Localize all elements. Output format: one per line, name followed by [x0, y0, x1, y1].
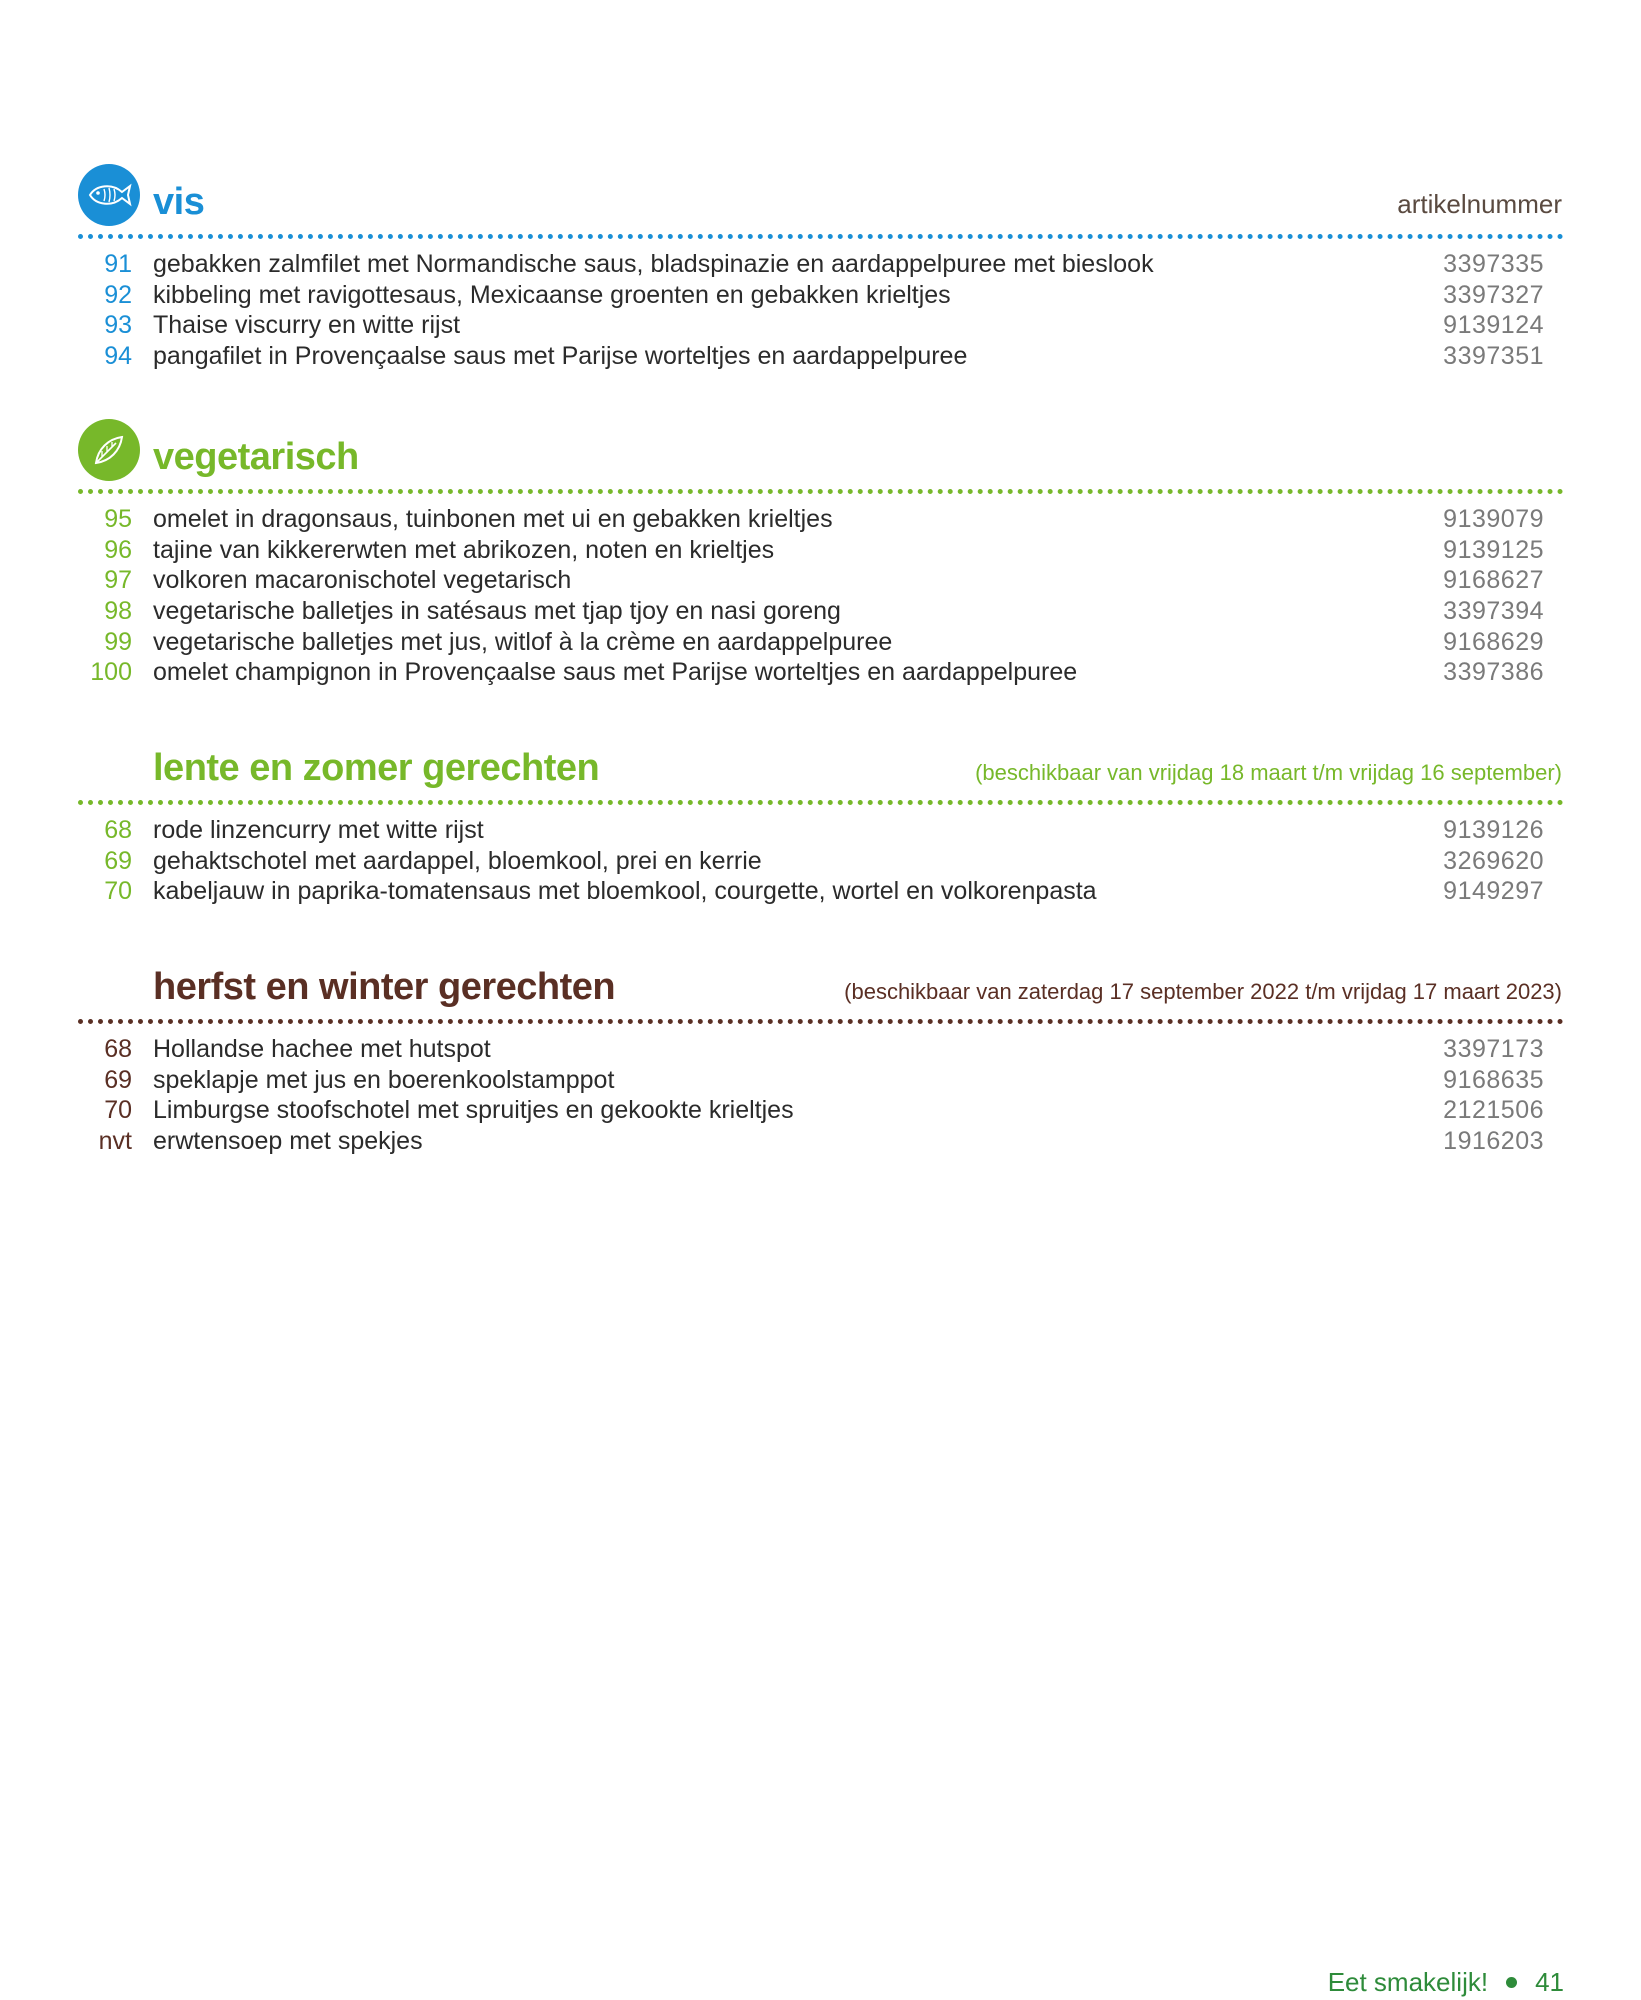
dish-name: gehaktschotel met aardappel, bloemkool, prei en kerrie [153, 846, 762, 875]
dish-list [78, 249, 1564, 372]
list-item [78, 876, 1564, 907]
dish-name: kibbeling met ravigottesaus, Mexicaanse groenten en gebakken krieltjes [153, 280, 951, 309]
section-title: lente en zomer gerechten [153, 747, 600, 789]
dish-name: gebakken zalmfilet met Normandische saus, bladspinazie en aardappelpuree met bieslook [153, 250, 1154, 278]
article-number: 9149297 [1443, 877, 1544, 906]
dish-number: 91 [104, 250, 132, 278]
article-number: 2121506 [1443, 1096, 1544, 1125]
section-header [78, 164, 1564, 232]
dish-name: vegetarische balletjes in satésaus met tjap tjoy en nasi goreng [153, 597, 841, 626]
dish-number: 70 [104, 1096, 132, 1125]
list-item [78, 249, 1564, 280]
dish-number: 98 [104, 597, 132, 626]
list-item [78, 565, 1564, 596]
list-item [78, 596, 1564, 627]
dish-name: volkoren macaronischotel vegetarisch [153, 566, 572, 595]
list-item [78, 310, 1564, 341]
article-number: 3397173 [1443, 1035, 1544, 1063]
article-number: 3397335 [1443, 250, 1544, 278]
dish-name: Limburgse stoofschotel met spruitjes en gekookte krieltjes [153, 1096, 794, 1125]
list-item [78, 815, 1564, 846]
dish-number: nvt [98, 1127, 132, 1156]
article-number: 9168627 [1443, 566, 1544, 595]
article-number: 9139126 [1443, 816, 1544, 844]
dish-number: 99 [104, 627, 132, 656]
list-item [78, 627, 1564, 658]
article-number: 9168629 [1443, 627, 1544, 656]
list-item [78, 846, 1564, 877]
dish-name: omelet champignon in Provençaalse saus met Parijse worteltjes en aardappelpuree [153, 658, 1078, 687]
dish-list [78, 504, 1564, 688]
list-item [78, 280, 1564, 311]
list-item [78, 1126, 1564, 1157]
dish-list [78, 1034, 1564, 1157]
section-title: vis [153, 181, 205, 223]
section-vis [78, 164, 1564, 372]
dish-number: 69 [104, 846, 132, 875]
dish-number: 95 [104, 505, 132, 533]
article-number: 3397327 [1443, 280, 1544, 309]
article-number: 9139124 [1443, 311, 1544, 340]
dish-name: tajine van kikkererwten met abrikozen, noten en krieltjes [153, 535, 775, 564]
section-title: vegetarisch [153, 436, 359, 478]
dish-number: 68 [104, 816, 132, 844]
article-number: 3397386 [1443, 658, 1544, 687]
dish-number: 97 [104, 566, 132, 595]
page-number: 41 [1535, 1967, 1564, 1997]
dish-number: 100 [90, 658, 132, 687]
section-header [78, 419, 1564, 487]
leaf-icon [78, 419, 140, 481]
dish-name: omelet in dragonsaus, tuinbonen met ui en gebakken krieltjes [153, 505, 833, 533]
section-lente-zomer [78, 730, 1564, 907]
section-vegetarisch [78, 419, 1564, 688]
dotted-divider [78, 234, 1564, 239]
list-item [78, 657, 1564, 688]
section-header [78, 730, 1564, 798]
article-number: 1916203 [1443, 1127, 1544, 1156]
dish-number: 93 [104, 311, 132, 340]
dish-name: Hollandse hachee met hutspot [153, 1035, 491, 1063]
availability-note: (beschikbaar van zaterdag 17 september 2022 t/m vrijdag 17 maart 2023) [844, 979, 1562, 1004]
dish-number: 96 [104, 535, 132, 564]
article-number: 9168635 [1443, 1065, 1544, 1094]
dish-number: 69 [104, 1065, 132, 1094]
list-item [78, 504, 1564, 535]
section-header [78, 949, 1564, 1017]
dotted-divider [78, 800, 1564, 805]
column-label-artikelnummer: artikelnummer [1397, 189, 1562, 219]
dish-number: 68 [104, 1035, 132, 1063]
list-item [78, 1095, 1564, 1126]
article-number: 9139125 [1443, 535, 1544, 564]
list-item [78, 341, 1564, 372]
section-herfst-winter [78, 949, 1564, 1157]
dish-list [78, 815, 1564, 907]
dish-number: 70 [104, 877, 132, 906]
section-title: herfst en winter gerechten [153, 966, 616, 1008]
dish-name: pangafilet in Provençaalse saus met Parijse worteltjes en aardappelpuree [153, 342, 968, 371]
dish-name: erwtensoep met spekjes [153, 1127, 423, 1156]
dish-number: 92 [104, 280, 132, 309]
article-number: 9139079 [1443, 505, 1544, 533]
dish-number: 94 [104, 342, 132, 371]
footer-text: Eet smakelijk! [1327, 1967, 1489, 1997]
dish-name: rode linzencurry met witte rijst [153, 816, 484, 844]
fish-icon [78, 164, 140, 226]
article-number: 3397394 [1443, 597, 1544, 626]
list-item [78, 1065, 1564, 1096]
dish-name: vegetarische balletjes met jus, witlof à la crème en aardappelpuree [153, 627, 893, 656]
availability-note: (beschikbaar van vrijdag 18 maart t/m vrijdag 16 september) [975, 760, 1562, 785]
dish-name: Thaise viscurry en witte rijst [153, 311, 461, 340]
dotted-divider [78, 489, 1564, 494]
list-item [78, 1034, 1564, 1065]
article-number: 3397351 [1443, 342, 1544, 371]
dish-name: speklapje met jus en boerenkoolstamppot [153, 1065, 615, 1094]
article-number: 3269620 [1443, 846, 1544, 875]
bullet-icon [1506, 1977, 1517, 1988]
dish-name: kabeljauw in paprika-tomatensaus met bloemkool, courgette, wortel en volkorenpasta [153, 877, 1097, 906]
page-footer [1328, 1967, 1564, 1998]
list-item [78, 535, 1564, 566]
dotted-divider [78, 1019, 1564, 1024]
